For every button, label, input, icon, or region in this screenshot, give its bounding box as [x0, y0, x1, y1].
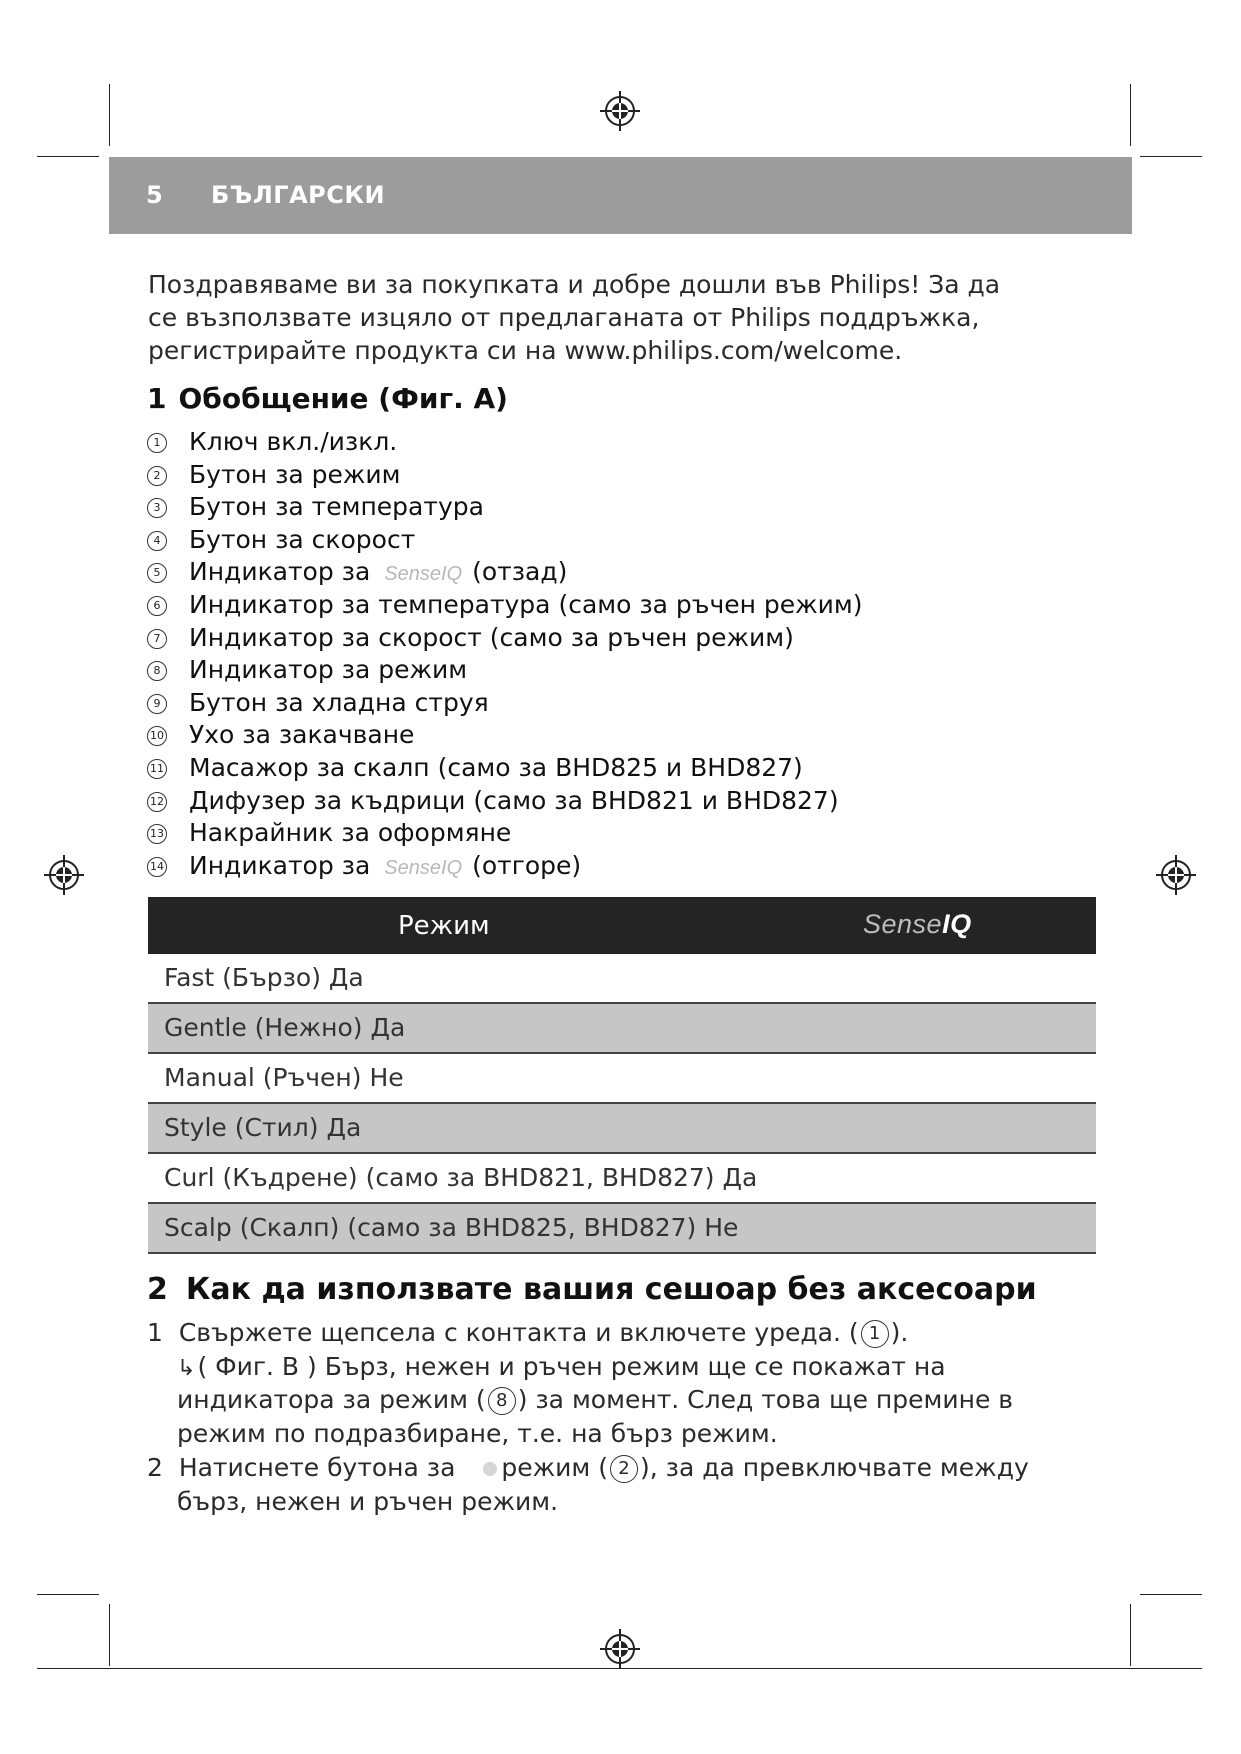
- mode-button-icon: [483, 1462, 497, 1476]
- table-row: [148, 1204, 1096, 1254]
- list-item: [147, 850, 1107, 883]
- step-text: ( Фиг. B ) Бърз, нежен и ръчен режим ще се покажат на: [197, 1352, 946, 1381]
- intro-line: регистрирайте продукта си на www.philips.com/welcome.: [148, 336, 903, 365]
- item-label: Накрайник за оформяне: [189, 818, 512, 848]
- crop-mark: [1130, 1604, 1131, 1666]
- step-text: бърз, нежен и ръчен режим.: [177, 1487, 559, 1516]
- item-label: Бутон за скорост: [189, 524, 416, 554]
- step-2-continued: [177, 1487, 558, 1516]
- number-badge: 12: [147, 792, 167, 812]
- ref-badge: 8: [488, 1387, 516, 1415]
- number-badge: 2: [147, 466, 167, 486]
- item-label: Индикатор за режим: [189, 655, 468, 685]
- step-number: 2: [147, 1453, 163, 1482]
- list-item: [147, 622, 1107, 655]
- registration-mark-icon: [598, 1627, 642, 1671]
- item-label: Бутон за хладна струя: [189, 687, 489, 717]
- number-badge: 11: [147, 759, 167, 779]
- step-text: Свържете щепсела с контакта и включете уреда. (: [178, 1318, 859, 1347]
- table-cell: Scalp (Скалп) (само за BHD825, BHD827) Не: [164, 1213, 739, 1242]
- mode-table: [148, 897, 1096, 1254]
- registration-mark-icon: [1154, 853, 1198, 897]
- list-item: [147, 719, 1107, 752]
- step-text: режим по подразбиране, т.е. на бърз режим.: [177, 1419, 778, 1448]
- intro-line: се възползвате изцяло от предлаганата от Philips поддръжка,: [148, 303, 980, 332]
- step-text: индикатора за режим (: [177, 1385, 486, 1414]
- table-cell: Gentle (Нежно) Да: [164, 1013, 406, 1042]
- number-badge: 6: [147, 596, 167, 616]
- crop-mark: [1130, 84, 1131, 146]
- section-1-heading: [147, 382, 508, 415]
- number-badge: 10: [147, 726, 167, 746]
- ref-badge: 1: [861, 1320, 889, 1348]
- number-badge: 14: [147, 857, 167, 877]
- step-2: [147, 1453, 1029, 1483]
- intro-line: Поздравяваме ви за покупката и добре дошли във Philips! За да: [148, 270, 1001, 299]
- crop-mark: [109, 84, 110, 146]
- number-badge: 4: [147, 531, 167, 551]
- list-item: [147, 752, 1107, 785]
- item-label: Индикатор за температура (само за ръчен режим): [189, 589, 863, 619]
- crop-mark: [37, 156, 99, 157]
- section-number: 2: [147, 1272, 168, 1307]
- list-item: [147, 589, 1107, 622]
- list-item: [147, 491, 1107, 524]
- number-badge: 1: [147, 433, 167, 453]
- step-1-result: [177, 1352, 946, 1381]
- step-text: ), за да превключвате между: [640, 1453, 1029, 1482]
- table-cell: Manual (Ръчен) Не: [164, 1063, 404, 1092]
- list-item: [147, 426, 1107, 459]
- language-title: БЪЛГАРСКИ: [211, 181, 386, 209]
- crop-mark: [109, 1604, 110, 1666]
- item-label: Масажор за скалп (само за BHD825 и BHD827): [189, 752, 803, 782]
- list-item: [147, 524, 1107, 557]
- table-row: [148, 1054, 1096, 1104]
- step-text: режим (: [501, 1453, 608, 1482]
- section-title: Как да използвате вашия сешоар без аксесоари: [185, 1272, 1037, 1307]
- item-label: Бутон за температура: [189, 492, 484, 522]
- list-item: [147, 556, 1107, 589]
- section-2-heading: [147, 1272, 1037, 1307]
- section-title: Обобщение (Фиг. A): [178, 382, 508, 415]
- list-item: [147, 687, 1107, 720]
- item-label: Ухо за закачване: [189, 720, 415, 750]
- table-row: [148, 1004, 1096, 1054]
- table-cell: Curl (Къдрене) (само за BHD821, BHD827) Да: [164, 1163, 758, 1192]
- brand-text-accent: IQ: [942, 909, 972, 939]
- step-text: ) за момент. След това ще премине в: [517, 1385, 1014, 1414]
- step-text: Натиснете бутона за: [178, 1453, 456, 1482]
- page-number: 5: [146, 181, 163, 209]
- number-badge: 9: [147, 694, 167, 714]
- list-item: [147, 654, 1107, 687]
- item-suffix: (отгоре): [472, 850, 582, 880]
- item-label: Ключ вкл./изкл.: [189, 427, 398, 456]
- item-label: Индикатор за: [189, 850, 371, 880]
- table-cell: Style (Стил) Да: [164, 1113, 362, 1142]
- column-header-mode: Режим: [398, 911, 490, 941]
- crop-mark: [37, 1594, 99, 1595]
- number-badge: 5: [147, 563, 167, 583]
- item-label: Бутон за режим: [189, 459, 401, 489]
- senseiq-logo: SenseIQ: [384, 563, 463, 586]
- table-row: [148, 1154, 1096, 1204]
- step-1: [147, 1318, 908, 1348]
- section-number: 1: [147, 382, 167, 415]
- result-arrow-icon: ↳: [177, 1356, 196, 1381]
- table-cell: Fast (Бързо) Да: [164, 963, 364, 992]
- step-1-result: [177, 1385, 1013, 1415]
- item-label: Индикатор за: [189, 557, 371, 587]
- number-badge: 7: [147, 629, 167, 649]
- item-label: Дифузер за къдрици (само за BHD821 и BHD827): [189, 785, 839, 815]
- brand-text: Sense: [863, 909, 943, 939]
- item-label: Индикатор за скорост (само за ръчен режим): [189, 622, 794, 652]
- table-row: [148, 1104, 1096, 1154]
- crop-mark: [1140, 1594, 1202, 1595]
- registration-mark-icon: [598, 89, 642, 133]
- senseiq-logo: SenseIQ: [384, 856, 463, 879]
- registration-mark-icon: [42, 853, 86, 897]
- list-item: [147, 785, 1107, 818]
- step-1-result: [177, 1419, 778, 1448]
- item-suffix: (отзад): [472, 557, 568, 587]
- senseiq-logo: [863, 909, 972, 940]
- table-header: [148, 897, 1096, 954]
- number-badge: 3: [147, 498, 167, 518]
- ref-badge: 2: [610, 1455, 638, 1483]
- table-row: [148, 954, 1096, 1004]
- step-number: 1: [147, 1318, 163, 1347]
- number-badge: 13: [147, 824, 167, 844]
- step-text: ).: [890, 1318, 909, 1347]
- number-badge: 8: [147, 661, 167, 681]
- list-item: [147, 459, 1107, 492]
- page-header: [109, 157, 1132, 234]
- intro-paragraph: [148, 268, 1078, 367]
- crop-mark: [1140, 156, 1202, 157]
- list-item: [147, 817, 1107, 850]
- parts-list: [147, 426, 1107, 882]
